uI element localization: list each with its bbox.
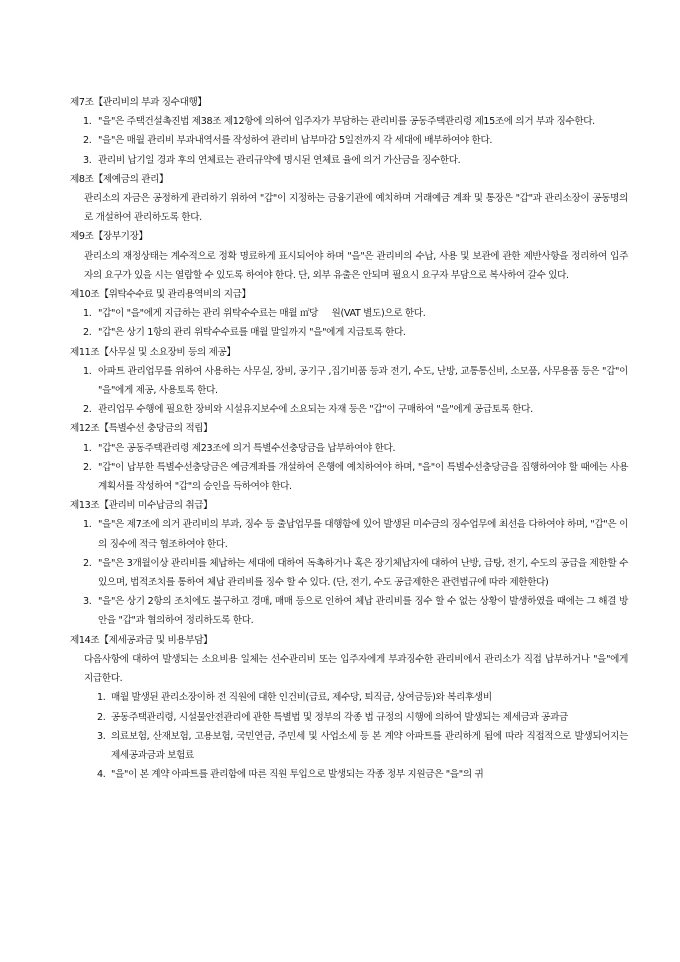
- list-item: [70, 362, 628, 400]
- item-number: 1.: [83, 365, 92, 377]
- list-item: [70, 592, 628, 630]
- article-number: 제11조: [70, 346, 100, 358]
- article-number: 제14조: [70, 634, 100, 646]
- item-text: 관리비 납기일 경과 후의 연체료는 관리규약에 명시된 연체료 율에 의거 가산금을 징수한다.: [98, 154, 461, 166]
- article-number: 제12조: [70, 423, 100, 435]
- item-text: 아파트 관리업무를 위하여 사용하는 사무실, 장비, 공기구 ,집기비품 등과 전기, 수도, 난방, 교통통신비, 소모품, 사무용품 등은 "갑"이 "을"에게 제공, 사용토록 한다.: [98, 365, 628, 397]
- article-number: 제9조: [70, 231, 94, 243]
- article-title: 【특별수선 충당금의 적립】: [99, 423, 213, 435]
- article-title: 【관리비 미수납금의 취급】: [99, 500, 213, 512]
- item-text: "을"은 주택건설촉진법 제38조 제12항에 의하여 입주자가 부담하는 관리비를 공동주택관리령 제15조에 의거 부과 징수한다.: [98, 116, 595, 128]
- list-item: [70, 554, 628, 592]
- item-text: 매월 발생된 관리소장이하 전 직원에 대한 인건비(급료, 제수당, 퇴직금, 상여금등)와 복리후생비: [111, 692, 492, 704]
- article-title: 【장부기장】: [93, 231, 148, 243]
- article-7-heading: [70, 93, 628, 112]
- article-number: 제10조: [70, 289, 100, 301]
- list-item: [70, 765, 628, 784]
- list-item: [70, 151, 628, 170]
- item-number: 1.: [83, 116, 92, 128]
- item-number: 1.: [83, 308, 92, 320]
- item-number: 1.: [83, 519, 92, 531]
- item-text: "을"은 상기 2항의 조치에도 불구하고 경매, 매매 등으로 인하여 체납 관리비를 징수 할 수 없는 상황이 발생하였을 때에는 그 해결 방안을 "갑"과 협의하여 정리하도록 한다.: [98, 596, 628, 627]
- list-item: [70, 458, 628, 496]
- item-number: 2.: [83, 557, 92, 569]
- list-item: [70, 708, 628, 727]
- article-title: 【사무실 및 소요장비 등의 제공】: [99, 346, 236, 358]
- article-title: 【관리비의 부과 징수대행】: [93, 97, 207, 108]
- article-12-heading: [70, 419, 628, 438]
- item-number: 2.: [97, 711, 106, 723]
- article-8-heading: [70, 170, 628, 189]
- item-text: 공동주택관리령, 시설물안전관리에 관한 특별법 및 정부의 각종 법 규정의 시행에 의하여 발생되는 제세금과 공과금: [111, 711, 568, 723]
- item-number: 2.: [83, 327, 92, 339]
- article-number: 제8조: [70, 173, 94, 185]
- item-text: "갑"은 상기 1항의 관리 위탁수수료를 매월 말일까지 "을"에게 지급토록 한다.: [98, 327, 406, 339]
- article-title: 【위탁수수료 및 관리용역비의 지급】: [99, 289, 251, 301]
- list-item: [70, 323, 628, 342]
- item-number: 2.: [83, 404, 92, 416]
- article-13-heading: [70, 496, 628, 515]
- article-10-heading: [70, 285, 628, 304]
- item-text: "을"이 본 계약 아파트를 관리함에 따른 직원 투입으로 발생되는 각종 정부 지원금은 "을"의 귀: [111, 769, 484, 781]
- article-title: 【제세공과금 및 비용부담】: [99, 634, 213, 646]
- list-item: [70, 688, 628, 707]
- article-title: 【제예금의 관리】: [93, 173, 169, 185]
- article-paragraph: 관리소의 재정상태는 계수적으로 정확 명료하게 표시되어야 하며 "을"은 관리비의 수납, 사용 및 보관에 관한 제반사항을 정리하여 입주자의 요구가 있을 시는 열람할 수 있도록 하여야 한다. 단, 외부 유출은 안되며 필요시 요구자 부담으로 복사하여 갈수 있다.: [84, 250, 628, 281]
- item-number: 3.: [83, 154, 92, 166]
- item-text: 의료보험, 산재보험, 고용보험, 국민연금, 주민세 및 사업소세 등 본 계약 아파트를 관리하게 됨에 따라 직접적으로 발생되어지는 제세공과금과 보험료: [111, 730, 628, 761]
- article-number: 제7조: [70, 97, 94, 108]
- list-item: [70, 131, 628, 150]
- article-paragraph: 다음사항에 대하여 발생되는 소요비용 일체는 선수관리비 또는 입주자에게 부과징수한 관리비에서 관리소가 직접 납부하거나 "을"에게 지급한다.: [84, 653, 628, 685]
- item-text: "갑"이 "을"에게 지급하는 관리 위탁수수료는 매월 ㎡당 원(VAT 별도)으로 한다.: [98, 308, 426, 320]
- article-14-heading: [70, 631, 628, 650]
- article-11-heading: [70, 343, 628, 362]
- item-text: "갑"은 공동주택관리령 제23조에 의거 특별수선충당금을 납부하여야 한다.: [98, 442, 396, 454]
- list-item: [70, 439, 628, 458]
- list-item: [70, 400, 628, 419]
- contract-text: [70, 93, 628, 784]
- item-number: 2.: [83, 135, 92, 147]
- article-number: 제13조: [70, 500, 100, 512]
- item-text: 관리업무 수행에 필요한 장비와 시설유지보수에 소요되는 자재 등은 "갑"이 구매하여 "을"에게 공급토록 한다.: [98, 404, 533, 416]
- item-number: 3.: [97, 730, 106, 742]
- list-item: [70, 515, 628, 553]
- list-item: [70, 727, 628, 765]
- item-number: 2.: [83, 461, 92, 473]
- item-number: 1.: [83, 442, 92, 454]
- item-text: "을"은 3개월이상 관리비를 체납하는 세대에 대하여 독촉하거나 혹은 장기체납자에 대하여 난방, 급탕, 전기, 수도의 공급을 제한할 수 있으며, 법적조치를 통하여 체납 관리비를 징수 할 수 있다. (단, 전기, 수도 공급제한은 관련법규에 따라 제한한다): [98, 557, 628, 589]
- item-text: "갑"이 납부한 특별수선충당금은 예금계좌를 개설하여 은행에 예치하여야 하며, "을"이 특별수선충당금을 집행하여야 할 때에는 사용 계획서를 작성하여 "갑"의 승인을 득하여야 한다.: [98, 461, 628, 493]
- item-text: "을"은 매월 관리비 부과내역서를 작성하여 관리비 납부마감 5일전까지 각 세대에 배부하여야 한다.: [98, 135, 493, 147]
- list-item: [70, 304, 628, 323]
- list-item: [70, 112, 628, 131]
- article-paragraph: 관리소의 자금은 공정하게 관리하기 위하여 "갑"이 지정하는 금융기관에 예치하며 거래예금 계좌 및 통장은 "갑"과 관리소장이 공동명의로 개설하여 관리하도록 한다.: [84, 193, 628, 224]
- item-text: "을"은 제7조에 의거 관리비의 부과, 징수 등 출납업무를 대행함에 있어 발생된 미수금의 징수업무에 최선을 다하여야 하며, "갑"은 이의 징수에 적극 협조하여야 한다.: [98, 519, 628, 550]
- item-number: 1.: [97, 692, 106, 704]
- item-number: 4.: [97, 769, 106, 781]
- article-9-heading: [70, 227, 628, 246]
- item-number: 3.: [83, 596, 92, 608]
